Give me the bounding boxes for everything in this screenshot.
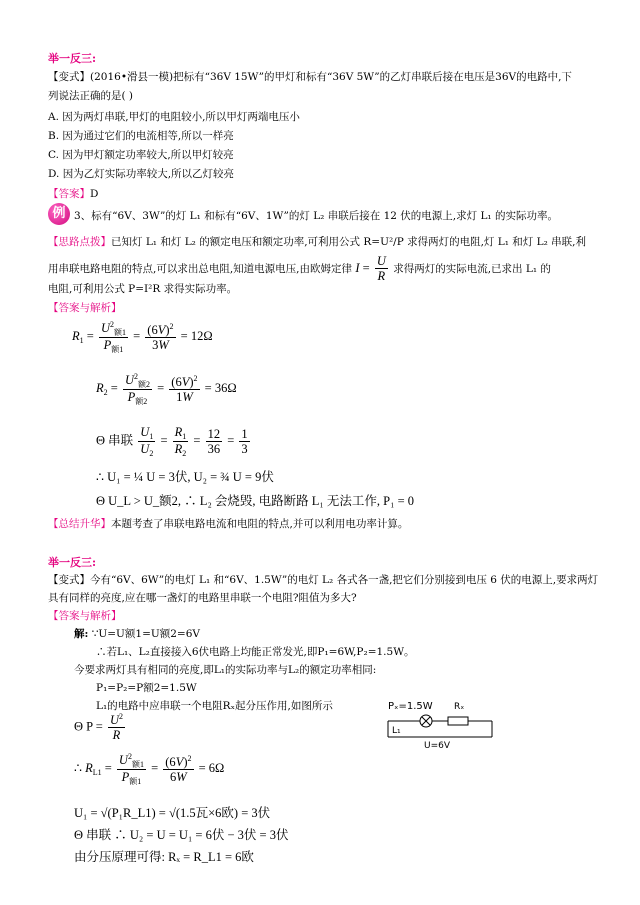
option-d: D. 因为乙灯实际功率较大,所以乙灯较亮 bbox=[48, 168, 235, 180]
r1-formula: $R_1$ = $\frac{U^2_{额1}}{P_{额1}}$ = $\frac{(6V)^2}{3W}$ = 12Ω bbox=[72, 320, 213, 355]
idea-text2a: 用串联电路电阻的特点,可以求出总电阻,知道电源电压,由欧姆定律 bbox=[48, 262, 353, 275]
idea-line1 bbox=[48, 236, 586, 249]
power-formula-lhs: Θ P = bbox=[74, 719, 103, 734]
answer-line bbox=[48, 188, 98, 201]
series-text: Θ 串联 bbox=[96, 433, 134, 448]
idea-line3: 电阻,可利用公式 P=I²R 求得实际功率。 bbox=[48, 283, 238, 295]
idea-text1: 已知灯 L₁ 和灯 L₂ 的额定电压和额定功率,可利用公式 R=U²/P 求得两灯的电阻,灯 L₁ 和灯 L₂ 串联,利 bbox=[111, 236, 586, 248]
answer-value: D bbox=[90, 188, 99, 200]
summary-line bbox=[48, 518, 408, 531]
idea-line2: 用串联电路电阻的特点,可以求出总电阻,知道电源电压,由欧姆定律 I = $\frac{U}{R}$ 求得两灯的实际电流,已求出 L₁ 的 bbox=[48, 254, 551, 284]
option-a: A. 因为两灯串联,甲灯的电阻较小,所以甲灯两端电压小 bbox=[48, 111, 300, 123]
solution-label: 解: bbox=[74, 628, 89, 640]
question1-line2: 列说法正确的是( ) bbox=[48, 90, 134, 102]
solution-line1 bbox=[74, 628, 200, 641]
formula-r: R bbox=[377, 269, 386, 284]
circuit-diagram bbox=[380, 695, 500, 750]
example3-question: 3、标有“6V、3W”的灯 L₁ 和标有“6V、1W”的灯 L₂ 串联后接在 12 伏的电源上,求灯 L₁ 的实际功率。 bbox=[74, 210, 558, 222]
circuit-power-label: Pₓ=1.5W bbox=[388, 701, 433, 712]
circuit-voltage-label: U=6V bbox=[424, 741, 451, 750]
power-formula: Θ P = $\frac{U^2}{R}$ bbox=[74, 712, 123, 743]
r1-result: = 12Ω bbox=[180, 329, 213, 344]
resistor-icon bbox=[448, 717, 468, 725]
voltage-line: ∴ U₁ = ¼ U = 3伏, U₂ = ¾ U = 9伏 bbox=[96, 470, 274, 484]
section1-header: 举一反三: bbox=[48, 52, 97, 65]
solution-line4: P₁=P₂=P额2=1.5W bbox=[96, 682, 197, 694]
answer-tag: 【答案】 bbox=[48, 188, 90, 200]
answer-analysis-tag: 【答案与解析】 bbox=[48, 302, 122, 314]
option-c: C. 因为甲灯额定功率较大,所以甲灯较亮 bbox=[48, 149, 234, 161]
question2-line2: 具有同样的亮度,应在哪一盏灯的电路里串联一个电阻?阻值为多大? bbox=[48, 592, 357, 604]
variant-tag: 【变式】 bbox=[48, 71, 90, 83]
question1-line1 bbox=[48, 71, 572, 84]
section2-header: 举一反三: bbox=[48, 556, 97, 569]
rl1-result: = 6Ω bbox=[198, 761, 225, 776]
idea-text2b: 求得两灯的实际电流,已求出 L₁ 的 bbox=[393, 262, 551, 275]
question2-line1 bbox=[48, 574, 598, 587]
formula-u-over-r bbox=[375, 254, 388, 284]
lamp-icon bbox=[420, 715, 432, 727]
question2-text: 今有“6V、6W”的电灯 L₁ 和“6V、1.5W”的电灯 L₂ 各式各一盏,把它们分别接到电压 6 伏的电源上,要求两灯 bbox=[90, 574, 599, 586]
question1-text: (2016•滑县一模)把标有“36V 15W”的甲灯和标有“36V 5W”的乙灯串联后接在电压是36V的电路中,下 bbox=[90, 71, 572, 83]
circuit-lamp-label: L₁ bbox=[392, 726, 401, 736]
burnout-line: Θ U_L > U_额2, ∴ L₂ 会烧毁, 电路断路 L₁ 无法工作, P₁ = 0 bbox=[96, 494, 415, 508]
r2-result: = 36Ω bbox=[204, 381, 237, 396]
solution-line2: ∴若L₁、L₂直接接入6伏电路上均能正常发光,即P₁=6W,P₂=1.5W。 bbox=[96, 646, 415, 658]
series-ratio: Θ 串联 $\frac{U_1}{U_2}$ = $\frac{R_1}{R_2}$ = $\frac{12}{36}$ = $\frac{1}{3}$ bbox=[96, 425, 248, 459]
formula-u: U bbox=[376, 254, 386, 268]
variant2-tag: 【变式】 bbox=[48, 574, 90, 586]
answer-analysis2-tag: 【答案与解析】 bbox=[48, 610, 122, 622]
u1-line: U₁ = √(P₁R_L1) = √(1.5瓦×6欧) = 3伏 bbox=[74, 806, 271, 820]
solution-text1: ∵U=U额1=U额2=6V bbox=[91, 628, 200, 640]
solution-line5: L₁的电路中应串联一个电阻Rₓ起分压作用,如图所示 bbox=[96, 700, 333, 712]
formula-i: I bbox=[355, 260, 360, 275]
circuit-resistor-label: Rₓ bbox=[454, 702, 465, 712]
solution-line3: 今要求两灯具有相同的亮度,即L₁的实际功率与L₂的额定功率相同: bbox=[74, 664, 377, 676]
summary-tag: 【总结升华】 bbox=[48, 518, 111, 530]
example-badge-icon: 例 bbox=[48, 203, 70, 225]
rx-line: 由分压原理可得: Rₓ = R_L1 = 6欧 bbox=[74, 850, 254, 864]
summary-text: 本题考查了串联电路电流和电阻的特点,并可以利用电功率计算。 bbox=[111, 518, 409, 530]
u2-line: Θ 串联 ∴ U₂ = U = U₁ = 6伏 − 3伏 = 3伏 bbox=[74, 828, 289, 842]
idea-tag: 【思路点拨】 bbox=[48, 236, 111, 248]
rl1-formula: ∴ $R_{L1}$ = $\frac{U^2_{额1}}{P_{额1}}$ = $\frac{(6V)^2}{6W}$ = 6Ω bbox=[74, 752, 225, 787]
option-b: B. 因为通过它们的电流相等,所以一样亮 bbox=[48, 130, 234, 142]
r2-formula: $R_2$ = $\frac{U^2_{额2}}{P_{额2}}$ = $\frac{(6V)^2}{1W}$ = 36Ω bbox=[96, 372, 237, 407]
